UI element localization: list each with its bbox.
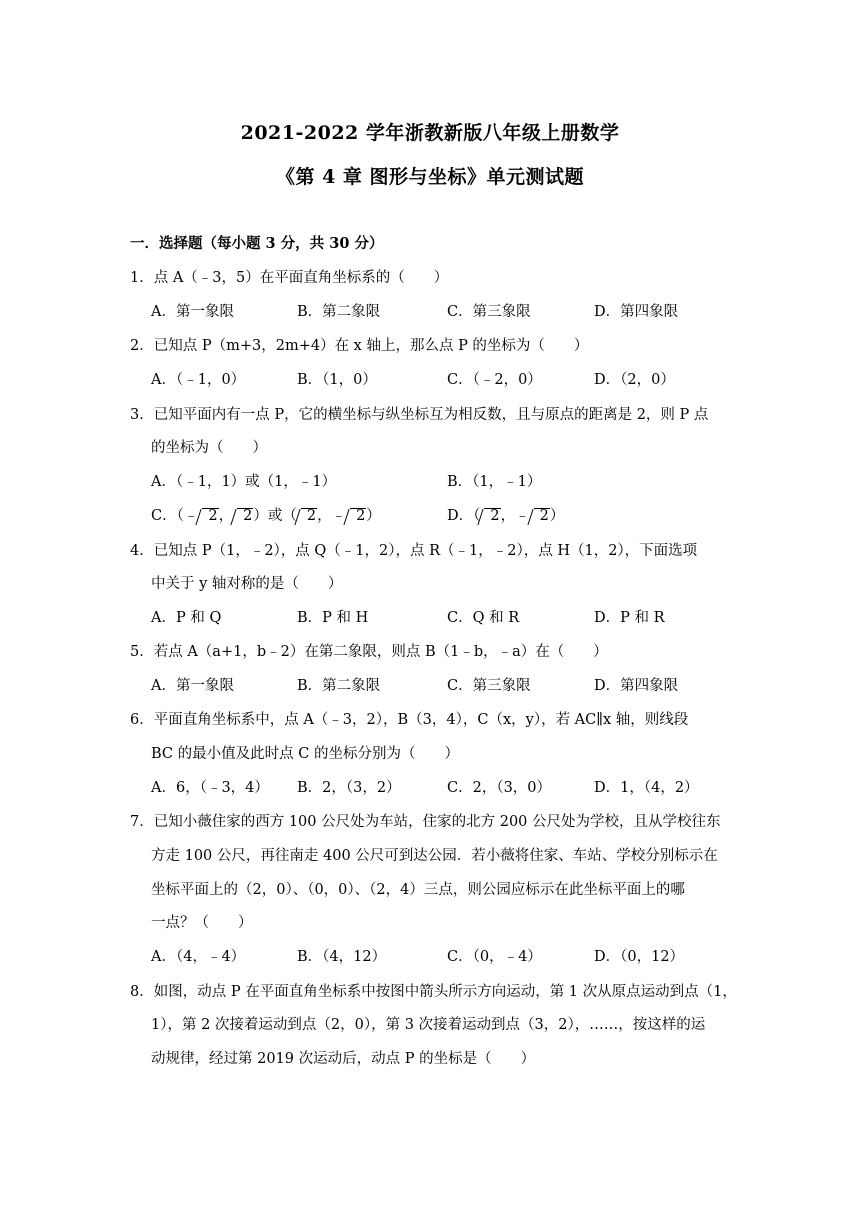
question-2-stem: 2．已知点 P（m+3，2m+4）在 x 轴上，那么点 P 的坐标为（ ） — [130, 338, 589, 354]
question-7-option-c: C．（0，﹣4） — [447, 949, 542, 965]
question-4-option-c: C．Q 和 R — [447, 610, 520, 626]
question-6-option-c: C．2，（3，0） — [447, 780, 552, 796]
question-3-option-c: C．（﹣ 2， 2）或（ 2，﹣ 2） — [151, 508, 381, 524]
section-heading: 一．选择题（每小题 3 分，共 30 分） — [130, 235, 384, 252]
question-8-stem-line-1: 8．如图，动点 P 在平面直角坐标系中按图中箭头所示方向运动，第 1 次从原点运动到点（1， — [130, 984, 737, 1000]
question-5-option-b: B．第二象限 — [297, 678, 381, 694]
sqrt-symbol: 2 — [346, 506, 365, 526]
question-7-stem-line-2: 方走 100 公尺，再往南走 400 公尺可到达公园．若小薇将住家、车站、学校分别标示在 — [151, 848, 718, 864]
document-title: 2021-2022 学年浙教新版八年级上册数学 — [240, 122, 620, 144]
question-1-stem: 1．点 A（﹣3，5）在平面直角坐标系的（ ） — [130, 270, 449, 286]
question-4-stem-line-2: 中关于 y 轴对称的是（ ） — [151, 576, 343, 592]
question-4-option-a: A．P 和 Q — [151, 610, 222, 626]
sqrt-symbol: 2 — [233, 506, 252, 526]
question-1-option-d: D．第四象限 — [594, 304, 679, 320]
question-3-option-b: B．（1，﹣1） — [447, 474, 542, 490]
sqrt-symbol: 2 — [297, 506, 316, 526]
question-4-option-b: B．P 和 H — [297, 610, 369, 626]
question-2-option-a: A．（﹣1，0） — [151, 372, 246, 388]
question-7-option-a: A．（4，﹣4） — [151, 949, 246, 965]
question-6-option-d: D．1，（4，2） — [594, 780, 699, 796]
question-2-option-c: C．（﹣2，0） — [447, 372, 542, 388]
question-7-stem-line-4: 一点？（ ） — [151, 915, 253, 931]
question-4-stem-line-1: 4．已知点 P（1，﹣2），点 Q（﹣1，2），点 R（﹣1，﹣2），点 H（1，2），下面选项 — [130, 543, 698, 559]
question-5-option-c: C．第三象限 — [447, 678, 531, 694]
question-4-option-d: D．P 和 R — [594, 610, 665, 626]
question-3-stem-line-2: 的坐标为（ ） — [151, 440, 267, 456]
question-1-option-a: A．第一象限 — [151, 304, 234, 320]
question-7-stem-line-3: 坐标平面上的（2，0）、（0，0）、（2，4）三点，则公园应标示在此坐标平面上的哪 — [151, 882, 685, 898]
question-6-stem-line-1: 6．平面直角坐标系中，点 A（﹣3，2），B（3，4），C（x，y），若 AC∥x 轴，则线段 — [130, 712, 689, 728]
sqrt-symbol: 2 — [480, 506, 499, 526]
question-7-option-b: B．（4，12） — [297, 949, 387, 965]
question-8-stem-line-3: 动规律，经过第 2019 次运动后，动点 P 的坐标是（ ） — [151, 1051, 536, 1067]
question-1-option-b: B．第二象限 — [297, 304, 381, 320]
question-8-stem-line-2: 1），第 2 次接着运动到点（2，0），第 3 次接着运动到点（3，2），……，按这样的运 — [151, 1017, 706, 1033]
document-subtitle: 《第 4 章 图形与坐标》单元测试题 — [275, 166, 585, 188]
question-3-stem-line-1: 3．已知平面内有一点 P，它的横坐标与纵坐标互为相反数，且与原点的距离是 2，则 P 点 — [130, 407, 709, 423]
question-3-option-d: D．（ 2，﹣ 2） — [447, 508, 565, 524]
question-7-option-d: D．（0，12） — [594, 949, 685, 965]
question-7-stem-line-1: 7．已知小薇住家的西方 100 公尺处为车站，住家的北方 200 公尺处为学校，且从学校往东 — [130, 814, 721, 830]
question-5-option-d: D．第四象限 — [594, 678, 679, 694]
question-2-option-b: B．（1，0） — [297, 372, 377, 388]
question-6-option-a: A．6，（﹣3，4） — [151, 780, 269, 796]
question-6-stem-line-2: BC 的最小值及此时点 C 的坐标分别为（ ） — [151, 746, 459, 762]
sqrt-symbol: 2 — [198, 506, 217, 526]
question-2-option-d: D．（2，0） — [594, 372, 675, 388]
question-5-stem: 5．若点 A（a+1，b﹣2）在第二象限，则点 B（1﹣b，﹣a）在（ ） — [130, 644, 608, 660]
question-1-option-c: C．第三象限 — [447, 304, 531, 320]
question-6-option-b: B．2，（3，2） — [297, 780, 401, 796]
question-5-option-a: A．第一象限 — [151, 678, 234, 694]
question-3-option-a: A．（﹣1，1）或（1，﹣1） — [151, 474, 337, 490]
sqrt-symbol: 2 — [530, 506, 549, 526]
